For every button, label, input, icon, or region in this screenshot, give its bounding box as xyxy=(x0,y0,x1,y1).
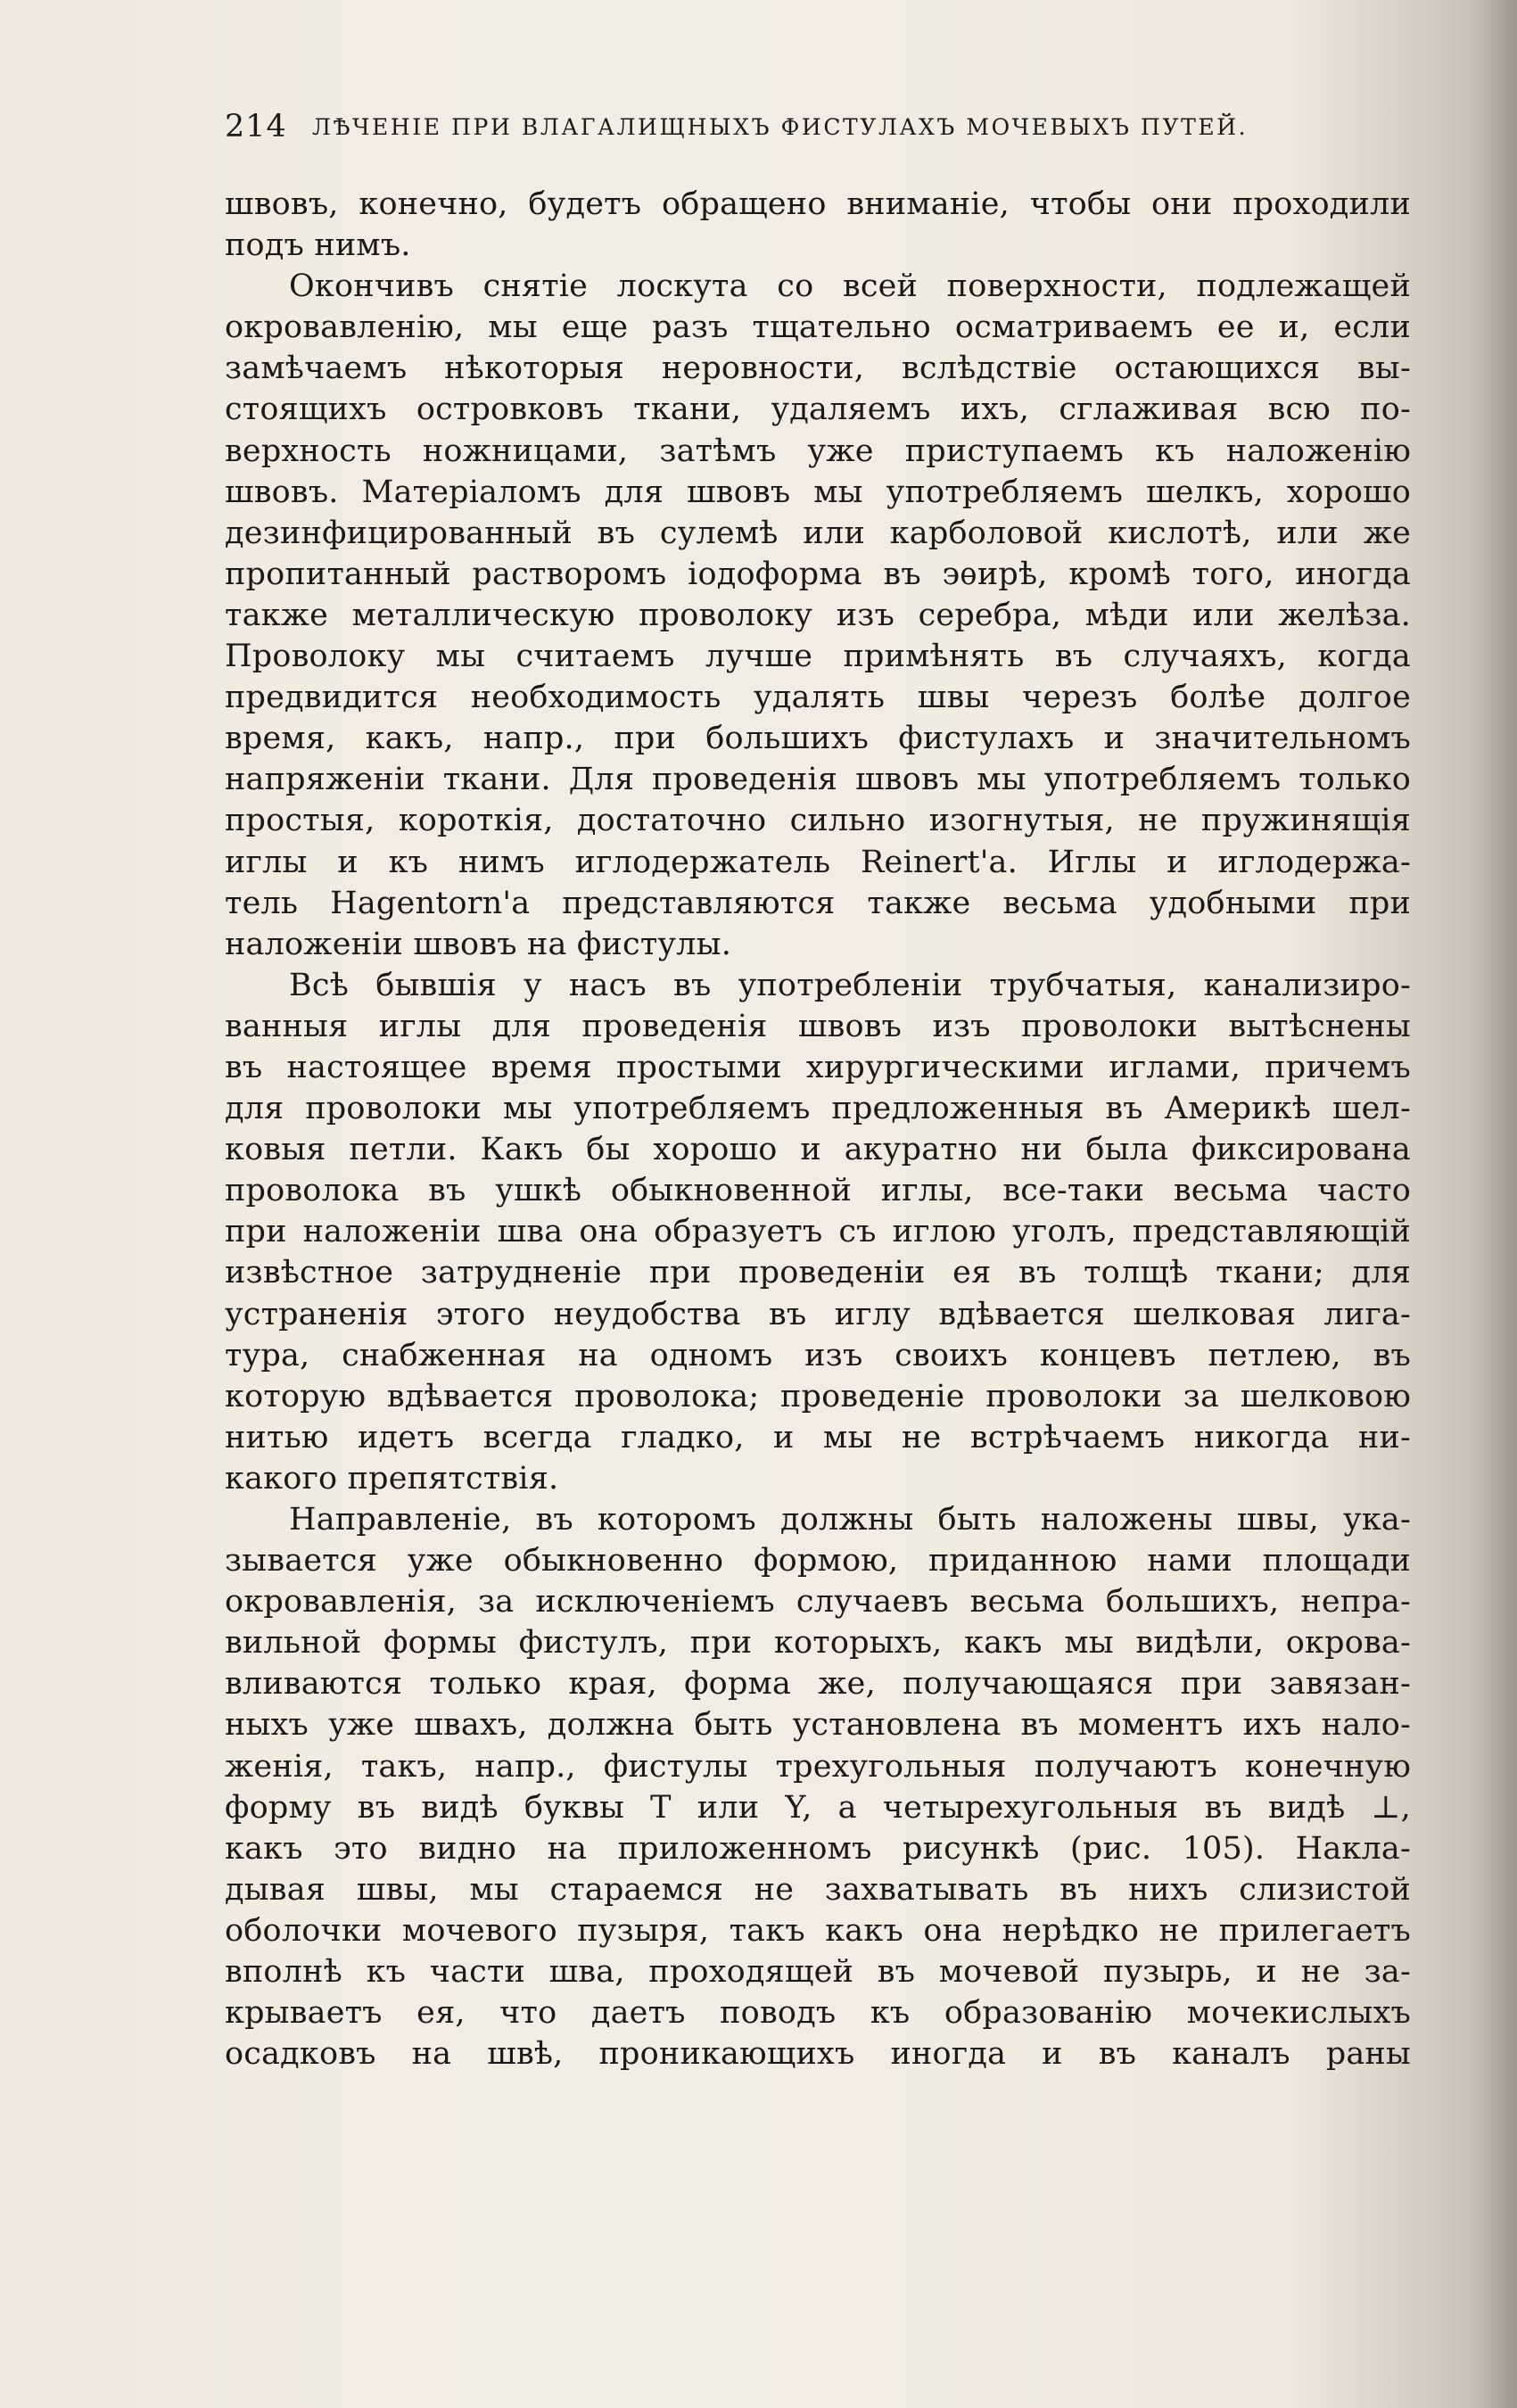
text-line: ныхъ уже швахъ, должна быть установлена въ моментъ ихъ нало- xyxy=(225,1707,1411,1744)
paragraph xyxy=(225,1499,1411,2074)
text-line: форму въ видѣ буквы Т или Y, а четырехугольныя въ видѣ ⊥, xyxy=(225,1789,1411,1826)
text-line: ковыя петли. Какъ бы хорошо и акуратно ни была фиксирована xyxy=(225,1132,1411,1168)
text-line: крываетъ ея, что даетъ поводъ къ образованію мочекислыхъ xyxy=(225,1995,1411,2032)
paragraph xyxy=(225,184,1411,266)
text-line: окровавленію, мы еще разъ тщательно осматриваемъ ее и, если xyxy=(225,309,1411,346)
text-line: оболочки мочевого пузыря, такъ какъ она нерѣдко не прилегаетъ xyxy=(225,1912,1411,1949)
text-line: зывается уже обыкновенно формою, приданною нами площади xyxy=(225,1543,1411,1579)
text-line: дезинфицированный въ сулемѣ или карболовой кислотѣ, или же xyxy=(225,515,1411,551)
paragraph xyxy=(225,965,1411,1499)
text-line: Окончивъ снятіе лоскута со всей поверхности, подлежащей xyxy=(289,268,1411,305)
text-line: ванныя иглы для проведенія швовъ изъ проволоки вытѣснены xyxy=(225,1008,1411,1044)
text-line: Всѣ бывшія у насъ въ употребленіи трубчатыя, канализиро- xyxy=(289,967,1411,1003)
text-line: замѣчаемъ нѣкоторыя неровности, вслѣдствіе остающихся вы- xyxy=(225,350,1411,387)
text-line: швовъ, конечно, будетъ обращено вниманіе, чтобы они проходили xyxy=(225,186,1411,222)
body-text xyxy=(225,184,1411,2074)
text-line: дывая швы, мы стараемся не захватывать въ нихъ слизистой xyxy=(225,1871,1411,1908)
text-line: подъ нимъ. xyxy=(225,227,411,264)
text-line: простыя, короткія, достаточно сильно изогнутыя, не пружинящія xyxy=(225,803,1411,839)
text-line: стоящихъ островковъ ткани, удаляемъ ихъ, сглаживая всю по- xyxy=(225,392,1411,428)
text-line: для проволоки мы употребляемъ предложенныя въ Америкѣ шел- xyxy=(225,1091,1411,1127)
text-line: наложеніи швовъ на фистулы. xyxy=(225,926,732,962)
text-line: Направленіе, въ которомъ должны быть наложены швы, ука- xyxy=(289,1502,1411,1538)
text-line: устраненія этого неудобства въ иглу вдѣвается шелковая лига- xyxy=(225,1296,1411,1332)
text-line: тель Hagentorn'а представляются также весьма удобными при xyxy=(225,885,1411,921)
page-header xyxy=(225,109,1411,153)
text-line: пропитанный растворомъ іодоформа въ эѳирѣ, кромѣ того, иногда xyxy=(225,556,1411,592)
text-line: вполнѣ къ части шва, проходящей въ мочевой пузырь, и не за- xyxy=(225,1954,1411,1991)
running-title: ЛѢЧЕНІЕ ПРИ ВЛАГАЛИЩНЫХЪ ФИСТУЛАХЪ МОЧЕВЫХЪ ПУТЕЙ. xyxy=(312,114,1249,140)
text-line: Проволоку мы считаемъ лучше примѣнять въ случаяхъ, когда xyxy=(225,639,1411,675)
text-line: швовъ. Матеріаломъ для швовъ мы употребляемъ шелкъ, хорошо xyxy=(225,474,1411,510)
text-line: тура, снабженная на одномъ изъ своихъ концевъ петлею, въ xyxy=(225,1337,1411,1373)
text-line: вливаются только края, форма же, получающаяся при завязан- xyxy=(225,1666,1411,1703)
text-line: какого препятствія. xyxy=(225,1460,559,1497)
text-line: также металлическую проволоку изъ серебра, мѣди или желѣза. xyxy=(225,597,1411,633)
text-line: предвидится необходимость удалять швы черезъ болѣе долгое xyxy=(225,680,1411,716)
text-line: напряженіи ткани. Для проведенія швовъ мы употребляемъ только xyxy=(225,762,1411,798)
text-line: которую вдѣвается проволока; проведеніе проволоки за шелковою xyxy=(225,1378,1411,1414)
text-line: время, какъ, напр., при большихъ фистулахъ и значительномъ xyxy=(225,721,1411,757)
text-line: проволока въ ушкѣ обыкновенной иглы, все-таки весьма часто xyxy=(225,1173,1411,1209)
page-number: 214 xyxy=(225,109,287,144)
text-line: иглы и къ нимъ иглодержатель Reinert'а. Иглы и иглодержа- xyxy=(225,844,1411,880)
text-line: окровавленія, за исключеніемъ случаевъ весьма большихъ, непра- xyxy=(225,1584,1411,1620)
text-line: женія, такъ, напр., фистулы трехугольныя получаютъ конечную xyxy=(225,1748,1411,1785)
text-line: нитью идетъ всегда гладко, и мы не встрѣчаемъ никогда ни- xyxy=(225,1419,1411,1456)
text-line: извѣстное затрудненіе при проведеніи ея въ толщѣ ткани; для xyxy=(225,1255,1411,1291)
text-line: при наложеніи шва она образуетъ съ иглою уголъ, представляющій xyxy=(225,1214,1411,1250)
paragraph xyxy=(225,266,1411,965)
text-line: въ настоящее время простыми хирургическими иглами, причемъ xyxy=(225,1049,1411,1085)
text-line: вильной формы фистулъ, при которыхъ, какъ мы видѣли, окрова- xyxy=(225,1625,1411,1662)
text-line: осадковъ на швѣ, проникающихъ иногда и въ каналъ раны xyxy=(225,2036,1411,2073)
text-line: какъ это видно на приложенномъ рисункѣ (рис. 105). Накла- xyxy=(225,1830,1411,1867)
text-line: верхность ножницами, затѣмъ уже приступаемъ къ наложенію xyxy=(225,433,1411,469)
